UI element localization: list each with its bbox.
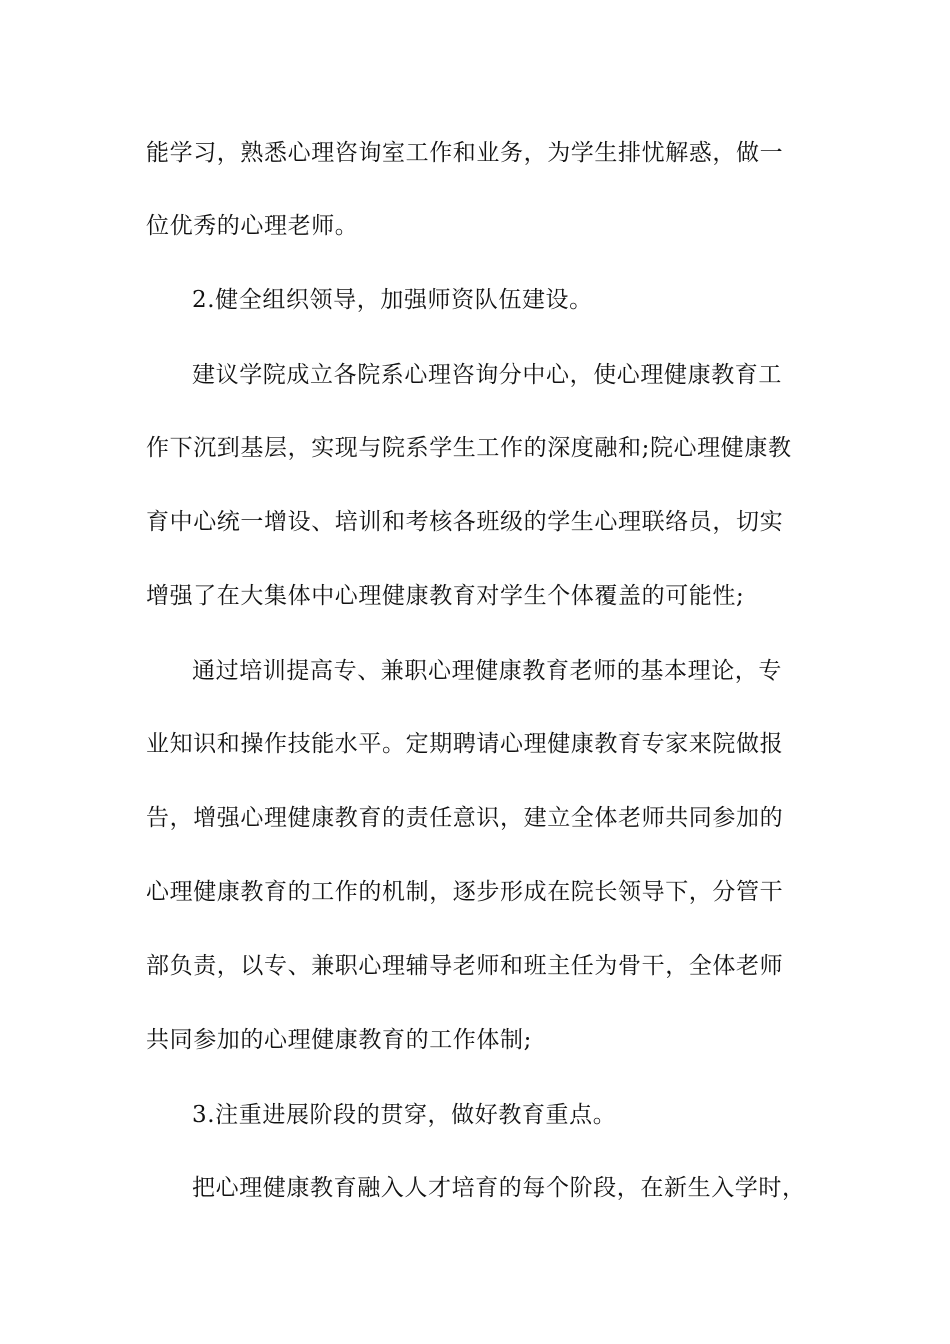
section-heading-3: 3.注重进展阶段的贯穿，做好教育重点。: [192, 1102, 617, 1128]
paragraph-line: 业知识和操作技能水平。定期聘请心理健康教育专家来院做报: [146, 731, 784, 757]
paragraph-continuation-line-2: 位优秀的心理老师。: [146, 213, 359, 239]
paragraph-line: 告，增强心理健康教育的责任意识，建立全体老师共同参加的: [146, 805, 784, 831]
paragraph-line: 通过培训提高专、兼职心理健康教育老师的基本理论，专: [192, 658, 782, 684]
paragraph-line: 部负责，以专、兼职心理辅导老师和班主任为骨干，全体老师: [146, 953, 784, 979]
paragraph-continuation-line-1: 能学习，熟悉心理咨询室工作和业务，为学生排忧解惑，做一: [146, 140, 784, 166]
paragraph-line: 把心理健康教育融入人才培育的每个阶段，在新生入学时，: [192, 1175, 806, 1201]
paragraph-line: 育中心统一增设、培训和考核各班级的学生心理联络员，切实: [146, 509, 784, 535]
section-heading-2: 2.健全组织领导，加强师资队伍建设。: [192, 287, 593, 313]
paragraph-line: 建议学院成立各院系心理咨询分中心，使心理健康教育工: [192, 362, 782, 388]
paragraph-line: 增强了在大集体中心理健康教育对学生个体覆盖的可能性;: [146, 583, 745, 609]
paragraph-line: 共同参加的心理健康教育的工作体制;: [146, 1027, 532, 1053]
paragraph-line: 作下沉到基层，实现与院系学生工作的深度融和;院心理健康教: [146, 435, 792, 461]
paragraph-line: 心理健康教育的工作的机制，逐步形成在院长领导下，分管干: [146, 879, 784, 905]
